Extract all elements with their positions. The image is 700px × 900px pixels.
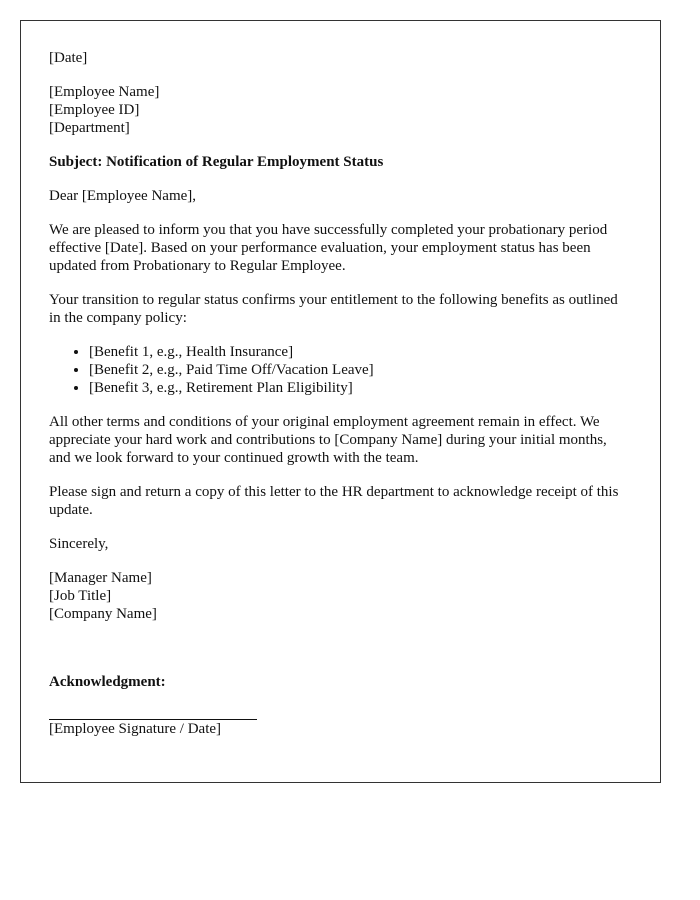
date: [Date] [49, 50, 88, 66]
body-paragraph: Please sign and return a copy of this letter to the HR department to acknowledge receipt of this update. [49, 484, 619, 518]
signature-block [49, 569, 632, 623]
recipient-block [49, 83, 632, 137]
signature-line [49, 699, 257, 720]
manager-name: [Manager Name] [49, 570, 152, 586]
salutation: Dear [Employee Name], [49, 188, 197, 204]
closing: Sincerely, [49, 536, 109, 552]
benefit-item: • [Benefit 3, e.g., Retirement Plan Eligibility] [89, 379, 632, 397]
benefits-list [49, 343, 632, 397]
department: [Department] [49, 120, 130, 136]
job-title: [Job Title] [49, 588, 112, 604]
body-paragraph: We are pleased to inform you that you have successfully completed your probationary period effective [Date]. Based on your performance evaluation, your employment status has been updated from Probationary to Regular Employee. [49, 222, 608, 274]
body-paragraph: Your transition to regular status confirms your entitlement to the following benefits as outlined in the company policy: [49, 292, 618, 326]
benefit-item: • [Benefit 2, e.g., Paid Time Off/Vacation Leave] [89, 361, 632, 379]
body-paragraph: All other terms and conditions of your original employment agreement remain in effect. We appreciate your hard work and contributions to [Company Name] during your initial months, and we look forward to your continued growth with the team. [49, 414, 607, 466]
letter [20, 20, 661, 783]
company-name: [Company Name] [49, 606, 157, 622]
employee-id: [Employee ID] [49, 102, 140, 118]
subject-line: Subject: Notification of Regular Employment Status [49, 154, 384, 170]
employee-signature-label: [Employee Signature / Date] [49, 721, 222, 737]
benefit-item: • [Benefit 1, e.g., Health Insurance] [89, 343, 632, 361]
employee-name: [Employee Name] [49, 84, 160, 100]
acknowledgment-heading: Acknowledgment: [49, 674, 166, 690]
